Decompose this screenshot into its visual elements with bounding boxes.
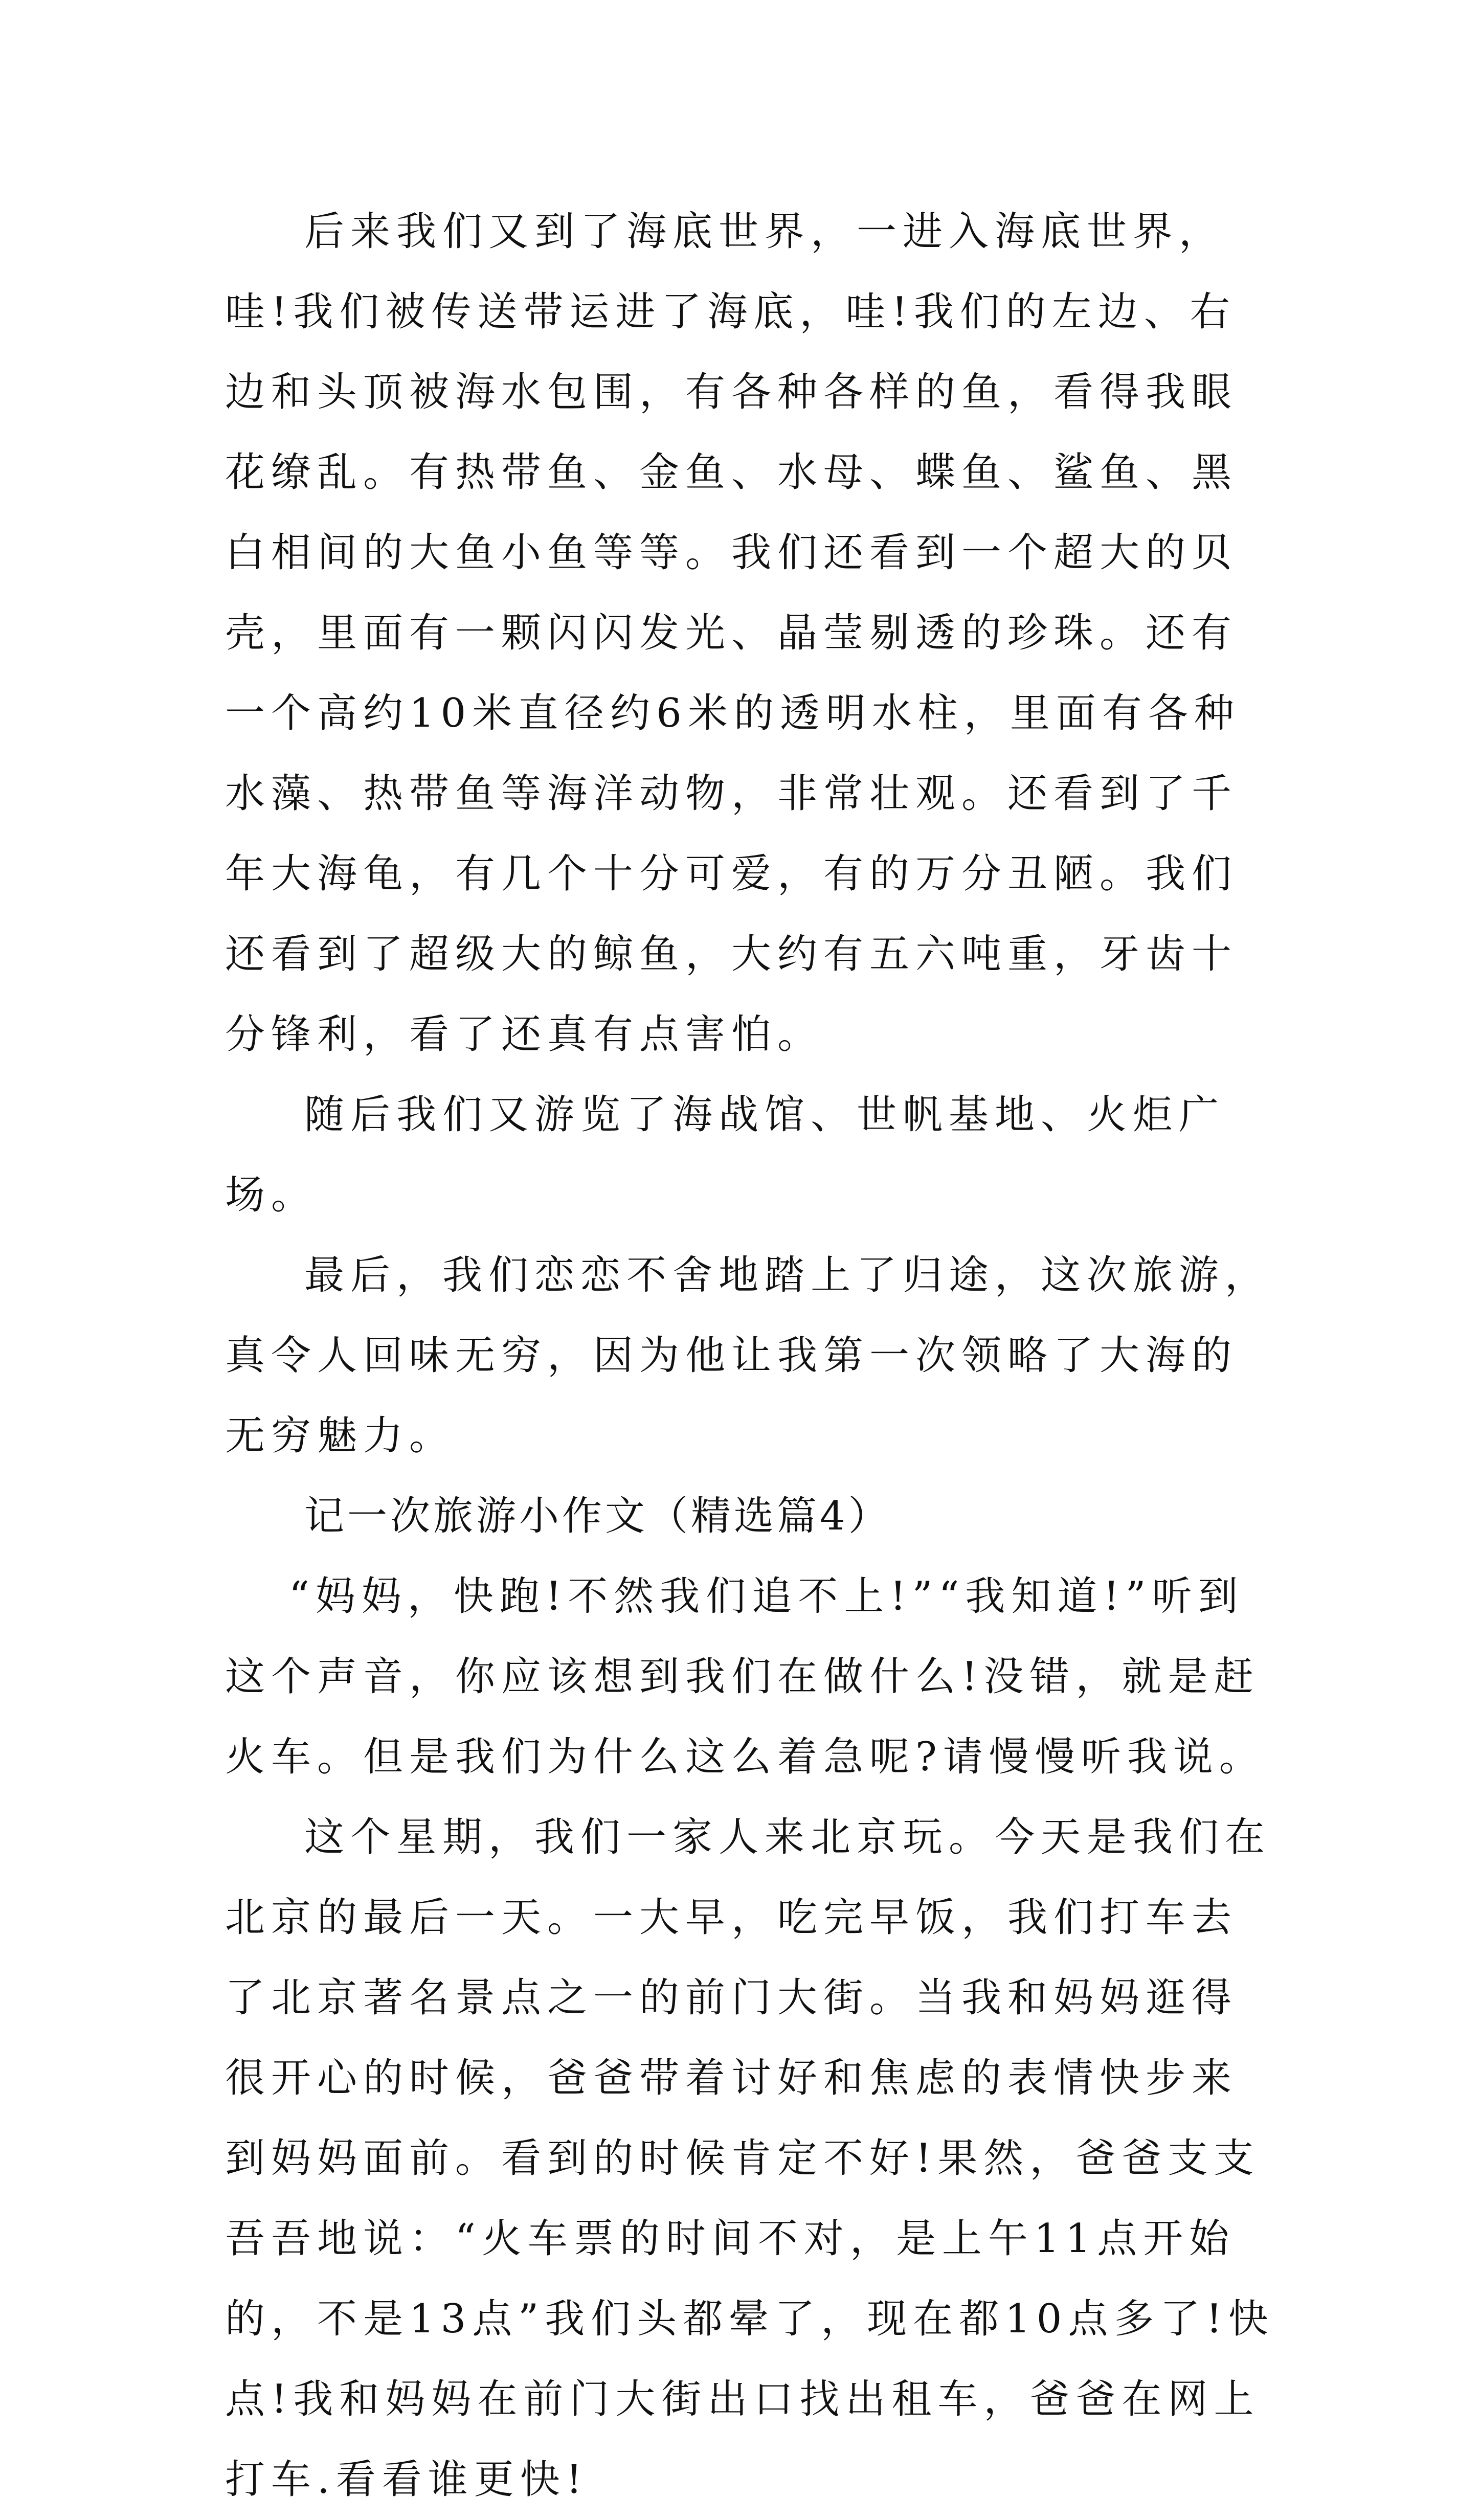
section-heading: 记一次旅游小作文（精选篇4） [304, 1493, 891, 1539]
document-page [225, 192, 1279, 2520]
paragraph-tour-sites: 随后我们又游览了海战馆、世帆基地、火炬广场。 [225, 1092, 1225, 1218]
paragraph-ocean-world: 后来我们又到了海底世界，一进入海底世界，哇!我们被传送带运进了海底，哇!我们的左边、右边和头顶被海水包围，有各种各样的鱼，看得我眼花缭乱。有热带鱼、金鱼、水母、蝶鱼、鲨鱼、黑白相间的大鱼小鱼等等。我们还看到一个超大的贝壳，里面有一颗闪闪发光、晶莹剔透的珍珠。还有一个高约10米直径约6米的透明水柱，里面有各种水藻、热带鱼等海洋动物，非常壮观。还看到了千年大海龟，有几个十分可爱，有的万分丑陋。我们还看到了超级大的鲸鱼，大约有五六吨重，牙齿十分锋利，看了还真有点害怕。 [225, 209, 1240, 1058]
paragraph-beijing-trip: 这个星期，我们一家人来北京玩。今天是我们在北京的最后一天。一大早，吃完早饭，我们打车去了北京著名景点之一的前门大街。当我和妈妈逛得很开心的时候，爸爸带着讨好和焦虑的表情快步来到妈妈面前。看到的时候肯定不好!果然，爸爸支支吾吾地说：“火车票的时间不对，是上午11点开始的，不是13点”我们头都晕了，现在都10点多了!快点!我和妈妈在前门大街出口找出租车，爸爸在网上打车.看看谁更快! [225, 1814, 1274, 2503]
paragraph-catching-train: “妈妈，快跑!不然我们追不上!”“我知道!”听到这个声音，你应该想到我们在做什么!没错，就是赶火车。但是我们为什么这么着急呢?请慢慢听我说。 [225, 1573, 1265, 1780]
paragraph-ending: 最后，我们恋恋不舍地踏上了归途，这次旅游，真令人回味无穷，因为他让我第一次领略了大海的无穷魅力。 [225, 1252, 1271, 1459]
